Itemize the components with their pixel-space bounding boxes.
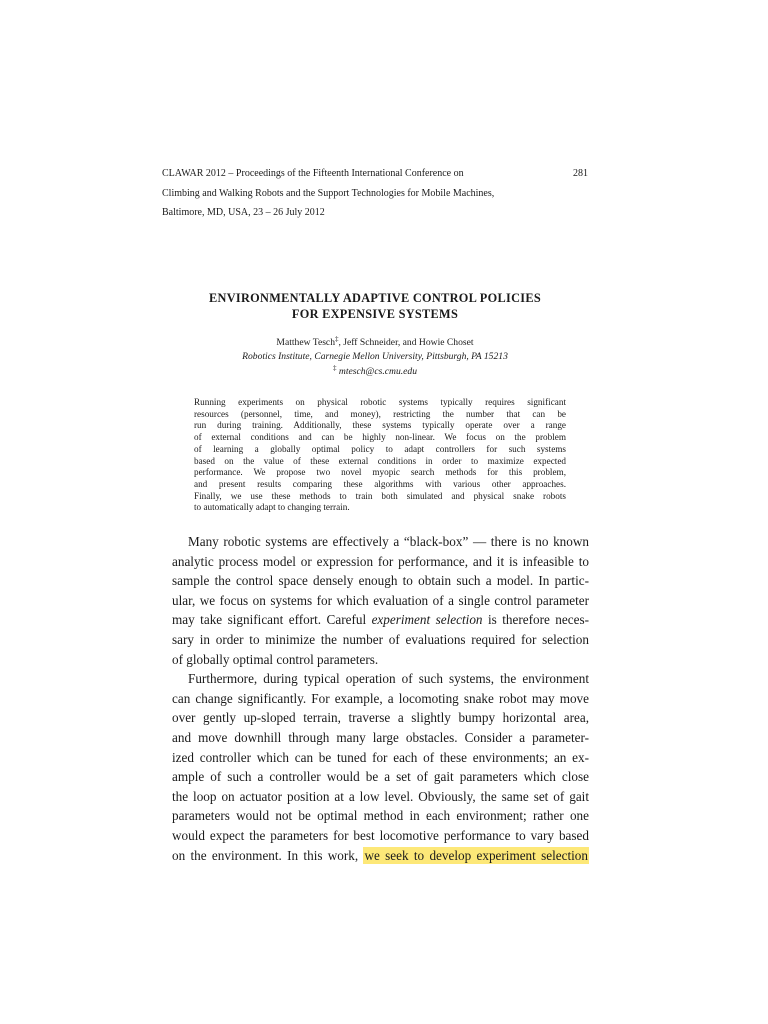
venue-line: CLAWAR 2012 – Proceedings of the Fifteenth International Conference on [162,168,464,179]
paper-title [162,290,588,322]
paragraph-line [172,610,589,630]
paragraph-line: and move downhill through many large obstacles. Consider a parameter- [172,729,589,745]
paragraph-line: sample the control space densely enough to obtain such a model. In partic- [172,573,589,589]
abstract-line: based on the value of these external conditions in order to maximize expected [194,455,566,466]
body-text [172,532,589,865]
page-number: 281 [573,168,588,179]
text-span: may take significant effort. Careful [172,612,372,628]
emphasis-text: experiment selection [371,612,483,628]
paragraph-line: ized controller which can be tuned for each of these environments; an ex- [172,749,589,765]
venue-line: Baltimore, MD, USA, 23 – 26 July 2012 [162,207,325,218]
abstract-line: performance. We propose two novel myopic search methods for this problem, [194,467,566,478]
author-mark: ‡ [335,335,339,343]
paragraph-line: ular, we focus on systems for which evaluation of a single control parameter [172,592,589,608]
venue-header [162,164,542,223]
abstract-line: and present results comparing these algorithms with various other approaches. [194,478,566,489]
abstract-line: Running experiments on physical robotic systems typically requires significant [194,397,566,407]
paragraph-line: the loop on actuator position at a low level. Obviously, the same set of gait [172,788,589,804]
paragraph-line: can change significantly. For example, a locomoting snake robot may move [172,690,589,706]
paragraph-line [172,846,589,866]
paragraph-line: sary in order to minimize the number of evaluations required for selection [172,631,589,647]
paragraph-line: Furthermore, during typical operation of such systems, the environment [188,671,589,687]
paragraph-line: parameters would not be optimal method in each environment; rather one [172,808,589,824]
author-list [162,333,588,349]
affiliation [162,351,588,377]
paragraph-line: analytic process model or expression for performance, and it is infeasible to [172,553,589,569]
venue-line: Climbing and Walking Robots and the Support Technologies for Mobile Machines, [162,187,495,199]
abstract-line: of learning a globally optimal policy to adapt controllers for such systems [194,443,566,454]
email-mark: ‡ [333,363,337,372]
paragraph-line: over gently up-sloped terrain, traverse a slightly bumpy horizontal area, [172,710,589,726]
abstract [194,397,566,514]
title-line: FOR EXPENSIVE SYSTEMS [291,307,459,321]
paragraph-line: ample of such a controller would be a set of gait parameters which close [172,769,589,785]
text-span: is therefore neces- [482,612,589,628]
author-email: mtesch@cs.cmu.edu [336,365,417,377]
email-line [162,363,588,378]
abstract-line: resources (personnel, time, and money), restricting the number that can be [194,408,566,419]
paragraph-line: Many robotic systems are effectively a “black-box” — there is no known [188,534,589,549]
abstract-line: Finally, we use these methods to train both simulated and physical snake robots [194,490,566,501]
author-names-rest: , Jeff Schneider, and Howie Choset [338,337,474,349]
institution: Robotics Institute, Carnegie Mellon University, Pittsburgh, PA 15213 [242,351,508,362]
abstract-line: of external conditions and can be highly non-linear. We focus on the problem [194,432,566,443]
paragraph-line: of globally optimal control parameters. [172,651,379,667]
title-line: ENVIRONMENTALLY ADAPTIVE CONTROL POLICIES [209,291,541,305]
author-name: Matthew Tesch [276,337,335,349]
abstract-line: run during training. Additionally, these systems typically operate over a range [194,420,566,431]
paragraph-line: would expect the parameters for best locomotive performance to vary based [172,827,589,843]
abstract-line: to automatically adapt to changing terrain. [194,502,350,513]
highlighted-text[interactable]: we seek to develop experiment selection [364,847,588,863]
text-span: on the environment. In this work, [172,847,364,863]
